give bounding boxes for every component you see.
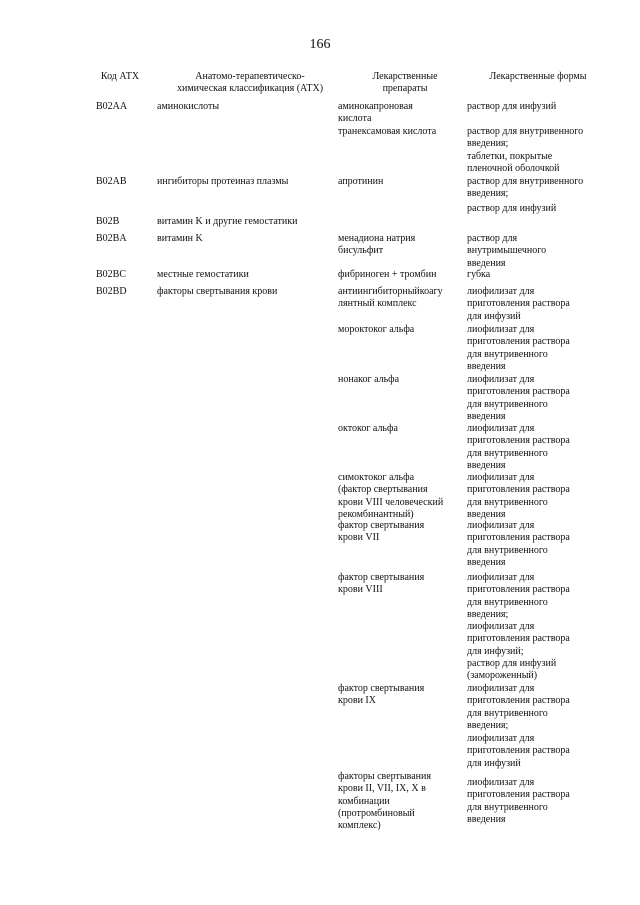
drug-name: фибриноген + тромбин (338, 269, 437, 280)
atc-classification: факторы свертывания крови (157, 286, 278, 297)
drug-name: фактор свертывания крови VIII (338, 572, 425, 596)
dosage-form: раствор для инфузий (467, 101, 557, 112)
drug-name: факторы свертывания крови II, VII, IX, X в комбинации (протромбиновый комплекс) (338, 771, 431, 832)
dosage-form: раствор для внутривенного введения; (467, 126, 584, 150)
drug-name: нонаког альфа (338, 374, 400, 385)
drug-name: менадиона натрия бисульфит (338, 233, 416, 257)
dosage-form: раствор для внутримышечного введения (467, 233, 547, 269)
drug-name: транексамовая кислота (338, 126, 437, 137)
drug-name: октоког альфа (338, 423, 398, 434)
dosage-form: лиофилизат для приготовления раствора для внутривенного введения (467, 423, 570, 471)
dosage-form: лиофилизат для приготовления раствора для внутривенного введения; (467, 683, 570, 731)
atc-classification: витамин K (157, 233, 203, 244)
atc-code: B02BC (96, 269, 127, 280)
header-code: Код АТХ (100, 71, 140, 82)
dosage-form: раствор для инфузий (замороженный) (467, 658, 557, 682)
atc-code: B02BA (96, 233, 127, 244)
dosage-form: раствор для инфузий (467, 203, 557, 214)
dosage-form: лиофилизат для приготовления раствора для внутривенного введения (467, 777, 570, 825)
drug-name: фактор свертывания крови IX (338, 683, 425, 707)
page-number: 166 (309, 37, 331, 52)
dosage-form: лиофилизат для приготовления раствора для внутривенного введения (467, 520, 570, 568)
atc-classification: местные гемостатики (157, 269, 249, 280)
atc-code: B02AA (96, 101, 128, 112)
atc-classification: витамин K и другие гемостатики (157, 216, 298, 227)
dosage-form: лиофилизат для приготовления раствора для внутривенного введения (467, 472, 570, 520)
drug-name: мороктоког альфа (338, 324, 415, 335)
header-drugs: Лекарственные препараты (372, 71, 438, 94)
dosage-form: губка (467, 269, 491, 280)
drug-name: аминокапроновая кислота (338, 101, 413, 125)
dosage-form: лиофилизат для приготовления раствора для внутривенного введения (467, 324, 570, 372)
atc-code: B02AB (96, 176, 127, 187)
dosage-form: лиофилизат для приготовления раствора для внутривенного введения (467, 374, 570, 422)
drug-name: симоктоког альфа (фактор свертывания крови VIII человеческий рекомбинантный) (338, 472, 444, 520)
dosage-form: лиофилизат для приготовления раствора для инфузий; (467, 621, 570, 657)
atc-code: B02B (96, 216, 120, 227)
dosage-form: раствор для внутривенного введения; (467, 176, 584, 200)
atc-classification: ингибиторы протеиназ плазмы (157, 176, 289, 187)
drug-name: апротинин (338, 176, 384, 187)
drug-name: антиингибиторныйкоагу лянтный комплекс (338, 286, 443, 310)
atc-code: B02BD (96, 286, 127, 297)
header-classification: Анатомо-терапевтическо- химическая классификация (АТХ) (176, 71, 324, 94)
dosage-form: лиофилизат для приготовления раствора для инфузий (467, 733, 570, 769)
dosage-form: таблетки, покрытые пленочной оболочкой (467, 151, 560, 175)
dosage-form: лиофилизат для приготовления раствора для внутривенного введения; (467, 572, 570, 620)
drug-name: фактор свертывания крови VII (338, 520, 425, 544)
atc-classification: аминокислоты (157, 101, 220, 112)
dosage-form: лиофилизат для приготовления раствора для инфузий (467, 286, 570, 322)
header-forms: Лекарственные формы (489, 71, 587, 82)
